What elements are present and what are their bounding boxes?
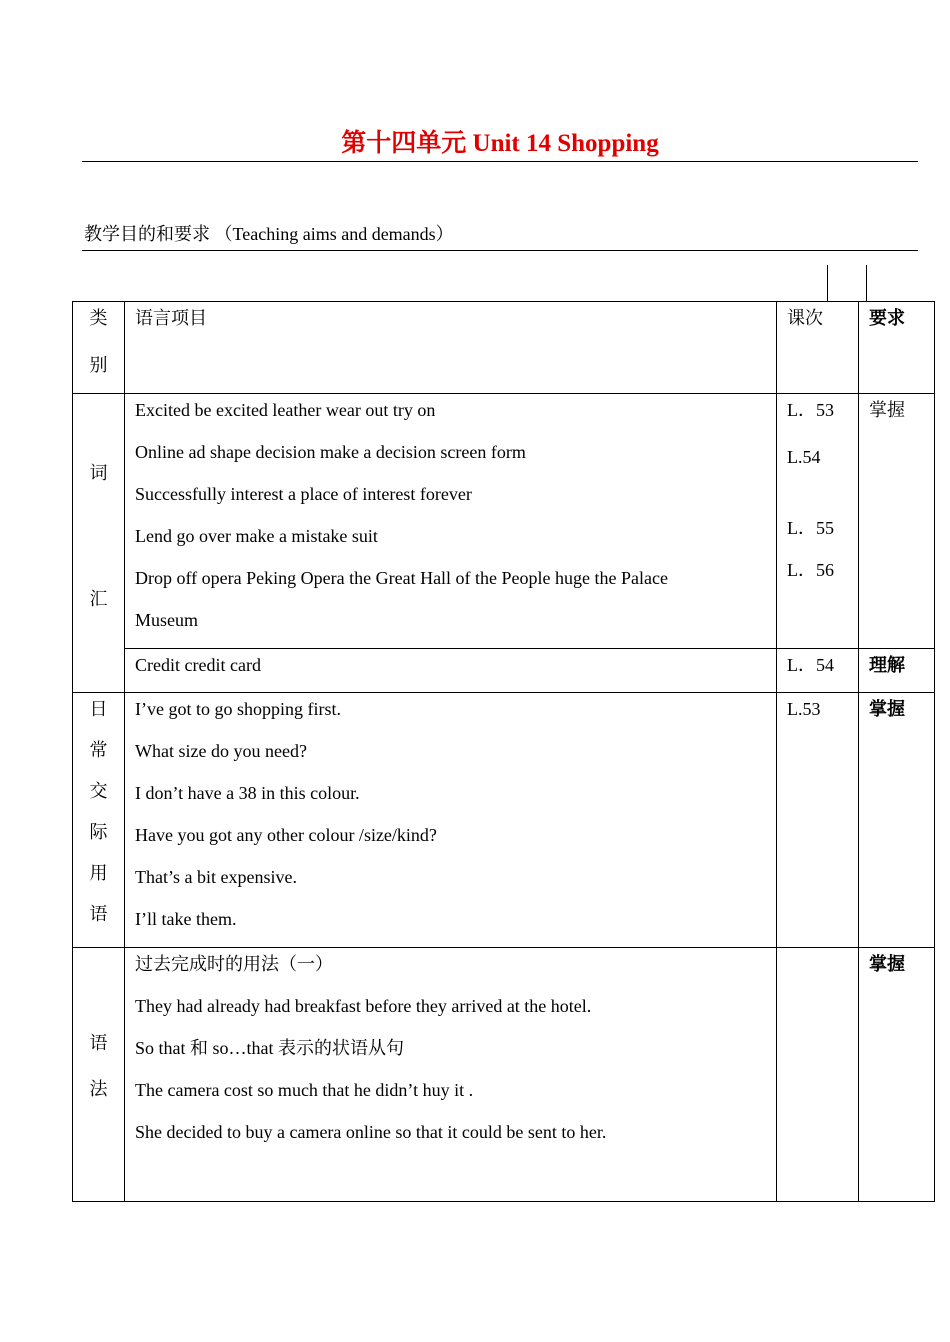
vocab-line: Credit credit card bbox=[135, 655, 261, 675]
daily-category-char: 日 bbox=[89, 699, 108, 719]
vocab-category-char: 词 bbox=[89, 463, 108, 483]
header-lesson-label: 课次 bbox=[787, 308, 823, 328]
vocab-category-char: 汇 bbox=[89, 589, 108, 609]
grammar-category-char: 语 bbox=[89, 1033, 108, 1053]
header-category-char: 类 bbox=[89, 308, 108, 328]
daily-line: I’ve got to go shopping first. bbox=[135, 699, 341, 719]
table-row-vocab-credit bbox=[73, 649, 935, 693]
grammar-category-char: 法 bbox=[89, 1079, 108, 1099]
header-category-char: 别 bbox=[89, 355, 108, 375]
table-header-row bbox=[73, 302, 935, 394]
header-item bbox=[125, 302, 777, 394]
header-item-label: 语言项目 bbox=[135, 308, 207, 328]
lesson-ref: L．54 bbox=[787, 655, 834, 675]
grammar-requirement bbox=[859, 948, 935, 1202]
daily-category bbox=[73, 693, 125, 948]
daily-requirement bbox=[859, 693, 935, 948]
lesson-ref: L．53 bbox=[787, 400, 834, 420]
table-row-vocab bbox=[73, 394, 935, 649]
vocab-credit-requirement bbox=[859, 649, 935, 693]
table-row-grammar bbox=[73, 948, 935, 1202]
requirement-value: 掌握 bbox=[869, 954, 905, 974]
section-heading: 教学目的和要求 （Teaching aims and demands） bbox=[84, 224, 454, 244]
document-title: 第十四单元 Unit 14 Shopping bbox=[341, 130, 659, 157]
vocab-credit-item bbox=[125, 649, 777, 693]
grammar-line: The camera cost so much that he didn’t huy it . bbox=[135, 1080, 474, 1100]
vocab-line: Successfully interest a place of interest forever bbox=[135, 484, 472, 504]
daily-category-char: 交 bbox=[89, 781, 108, 801]
vocab-line: Excited be excited leather wear out try on bbox=[135, 400, 436, 420]
lesson-ref: L.53 bbox=[787, 699, 821, 719]
requirement-value: 掌握 bbox=[869, 699, 905, 719]
daily-line: I don’t have a 38 in this colour. bbox=[135, 783, 360, 803]
vocab-requirement bbox=[859, 394, 935, 649]
grammar-category bbox=[73, 948, 125, 1202]
header-category bbox=[73, 302, 125, 394]
vocab-credit-lesson bbox=[777, 649, 859, 693]
grammar-line: She decided to buy a camera online so that it could be sent to her. bbox=[135, 1122, 607, 1142]
teaching-aims-table bbox=[72, 301, 935, 1202]
daily-line: Have you got any other colour /size/kind? bbox=[135, 825, 437, 845]
column-marker-right bbox=[866, 265, 867, 301]
vocab-line: Online ad shape decision make a decision screen form bbox=[135, 442, 526, 462]
header-lesson bbox=[777, 302, 859, 394]
daily-items bbox=[125, 693, 777, 948]
requirement-value: 掌握 bbox=[869, 400, 905, 420]
vocab-line: Lend go over make a mistake suit bbox=[135, 526, 378, 546]
grammar-line: 过去完成时的用法（一） bbox=[135, 954, 333, 974]
requirement-value: 理解 bbox=[869, 655, 905, 675]
daily-line: That’s a bit expensive. bbox=[135, 867, 297, 887]
header-requirement bbox=[859, 302, 935, 394]
column-marker-left bbox=[827, 265, 828, 301]
daily-category-char: 用 bbox=[89, 863, 108, 883]
section-underline bbox=[82, 250, 918, 251]
vocab-category bbox=[73, 394, 125, 693]
vocab-line: Drop off opera Peking Opera the Great Hall of the People huge the Palace bbox=[135, 568, 668, 588]
title-underline bbox=[82, 161, 918, 162]
lesson-ref: L．55 bbox=[787, 518, 834, 538]
header-requirement-label: 要求 bbox=[869, 308, 905, 328]
vocab-lessons bbox=[777, 394, 859, 649]
daily-line: What size do you need? bbox=[135, 741, 307, 761]
grammar-line: They had already had breakfast before they arrived at the hotel. bbox=[135, 996, 592, 1016]
daily-lesson bbox=[777, 693, 859, 948]
daily-category-char: 语 bbox=[89, 904, 108, 924]
grammar-items bbox=[125, 948, 777, 1202]
vocab-line: Museum bbox=[135, 610, 198, 630]
vocab-items bbox=[125, 394, 777, 649]
daily-category-char: 际 bbox=[89, 822, 108, 842]
grammar-lesson bbox=[777, 948, 859, 1202]
table-row-daily bbox=[73, 693, 935, 948]
lesson-ref: L.54 bbox=[787, 447, 821, 467]
lesson-ref bbox=[787, 951, 848, 993]
daily-category-char: 常 bbox=[89, 740, 108, 760]
grammar-line: So that 和 so…that 表示的状语从句 bbox=[135, 1038, 404, 1058]
daily-line: I’ll take them. bbox=[135, 909, 237, 929]
lesson-ref: L．56 bbox=[787, 560, 834, 580]
